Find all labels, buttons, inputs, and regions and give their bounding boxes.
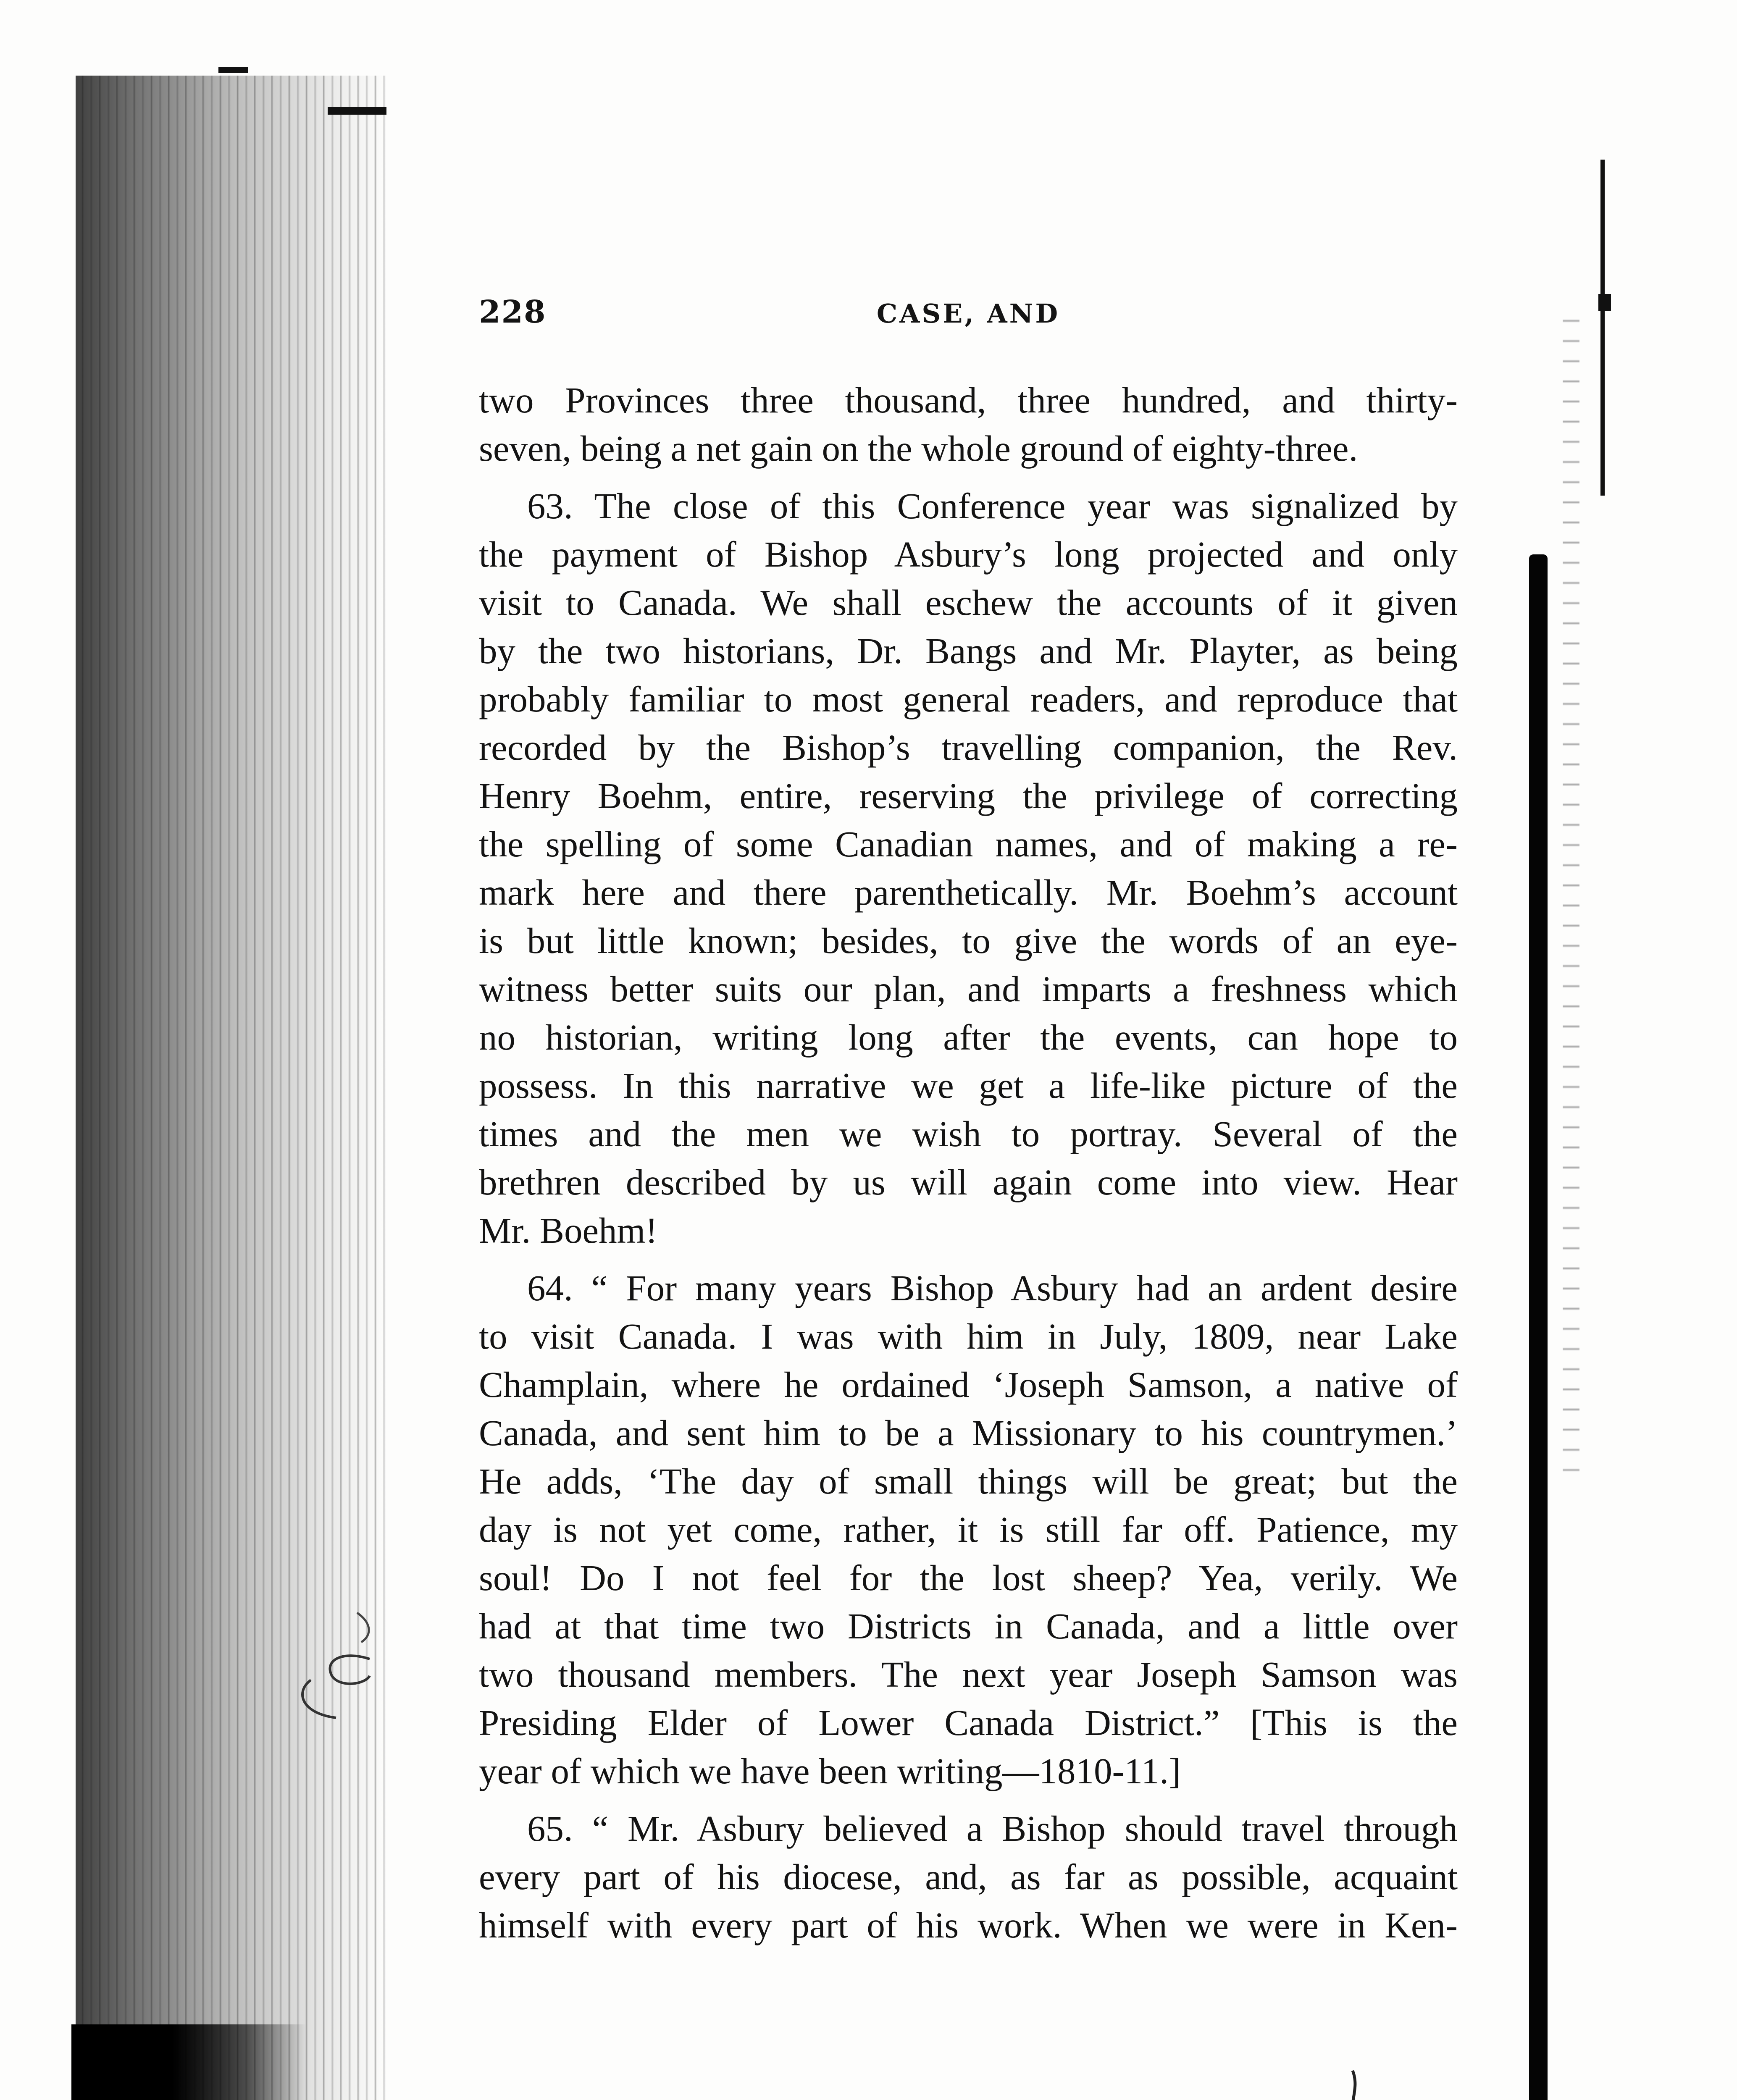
text-line: two thousand members. The next year Joseph Samson was — [479, 1654, 1458, 1695]
text-line: Presiding Elder of Lower Canada District.” [This is the — [479, 1702, 1458, 1743]
text-line: seven, being a net gain on the whole ground of eighty-three. — [479, 428, 1358, 469]
text-line: 65. “ Mr. Asbury believed a Bishop should travel through — [527, 1808, 1458, 1849]
page-number: 228 — [479, 294, 547, 330]
text-line: possess. In this narrative we get a life-like picture of the — [479, 1065, 1458, 1106]
text-line: He adds, ‘The day of small things will be great; but the — [479, 1461, 1458, 1502]
text-line: Henry Boehm, entire, reserving the privilege of correcting — [479, 775, 1458, 816]
text-line: recorded by the Bishop’s travelling companion, the Rev. — [479, 727, 1458, 768]
page-header — [479, 294, 1458, 344]
text-line: two Provinces three thousand, three hundred, and thirty- — [479, 380, 1458, 420]
text-line: Mr. Boehm! — [479, 1210, 658, 1251]
running-head: CASE, AND — [876, 298, 1060, 329]
text-line: soul! Do I not feel for the lost sheep? Yea, verily. We — [479, 1557, 1458, 1598]
text-line: by the two historians, Dr. Bangs and Mr. Playter, as being — [479, 630, 1458, 671]
margin-doodle — [286, 1604, 386, 1730]
text-line: 64. “ For many years Bishop Asbury had an ardent desire — [527, 1268, 1458, 1308]
text-line: times and the men we wish to portray. Several of the — [479, 1113, 1458, 1154]
paragraph — [479, 1804, 1458, 1949]
text-line: mark here and there parenthetically. Mr. Boehm’s account — [479, 872, 1458, 913]
binding-shadow — [1529, 554, 1548, 2100]
scan-right-tick — [1598, 294, 1611, 311]
body-text — [479, 376, 1458, 1949]
text-line: year of which we have been writing—1810-11.] — [479, 1751, 1181, 1791]
text-line: brethren described by us will again come into view. Hear — [479, 1162, 1458, 1202]
paragraph — [479, 376, 1458, 472]
scan-top-mark-small — [218, 67, 248, 73]
text-line: Champlain, where he ordained ‘Joseph Samson, a native of — [479, 1364, 1458, 1405]
scan-top-mark — [328, 107, 386, 115]
text-line: 63. The close of this Conference year was signalized by — [527, 486, 1458, 526]
text-line: had at that time two Districts in Canada, and a little over — [479, 1606, 1458, 1646]
text-line: to visit Canada. I was with him in July, 1809, near Lake — [479, 1316, 1458, 1357]
text-line: witness better suits our plan, and imparts a freshness which — [479, 969, 1458, 1009]
text-line: probably familiar to most general readers, and reproduce that — [479, 679, 1458, 719]
text-line: visit to Canada. We shall eschew the accounts of it given — [479, 582, 1458, 623]
scan-edge-shadow — [76, 76, 386, 2100]
text-line: every part of his diocese, and, as far as possible, acquaint — [479, 1856, 1458, 1897]
paragraph — [479, 482, 1458, 1255]
text-line: the spelling of some Canadian names, and of making a re- — [479, 824, 1458, 864]
scan-corner-block — [71, 2024, 307, 2100]
scan-right-thin-line — [1600, 160, 1605, 496]
paragraph — [479, 1264, 1458, 1795]
text-line: the payment of Bishop Asbury’s long projected and only — [479, 534, 1458, 575]
text-line: day is not yet come, rather, it is still far off. Patience, my — [479, 1509, 1458, 1550]
margin-scribble — [1336, 2066, 1386, 2100]
text-line: Canada, and sent him to be a Missionary to his countrymen.’ — [479, 1412, 1458, 1453]
scan-right-speckles — [1563, 302, 1579, 1478]
text-line: himself with every part of his work. When we were in Ken- — [479, 1905, 1458, 1945]
text-line: no historian, writing long after the events, can hope to — [479, 1017, 1458, 1058]
text-line: is but little known; besides, to give the words of an eye- — [479, 920, 1458, 961]
